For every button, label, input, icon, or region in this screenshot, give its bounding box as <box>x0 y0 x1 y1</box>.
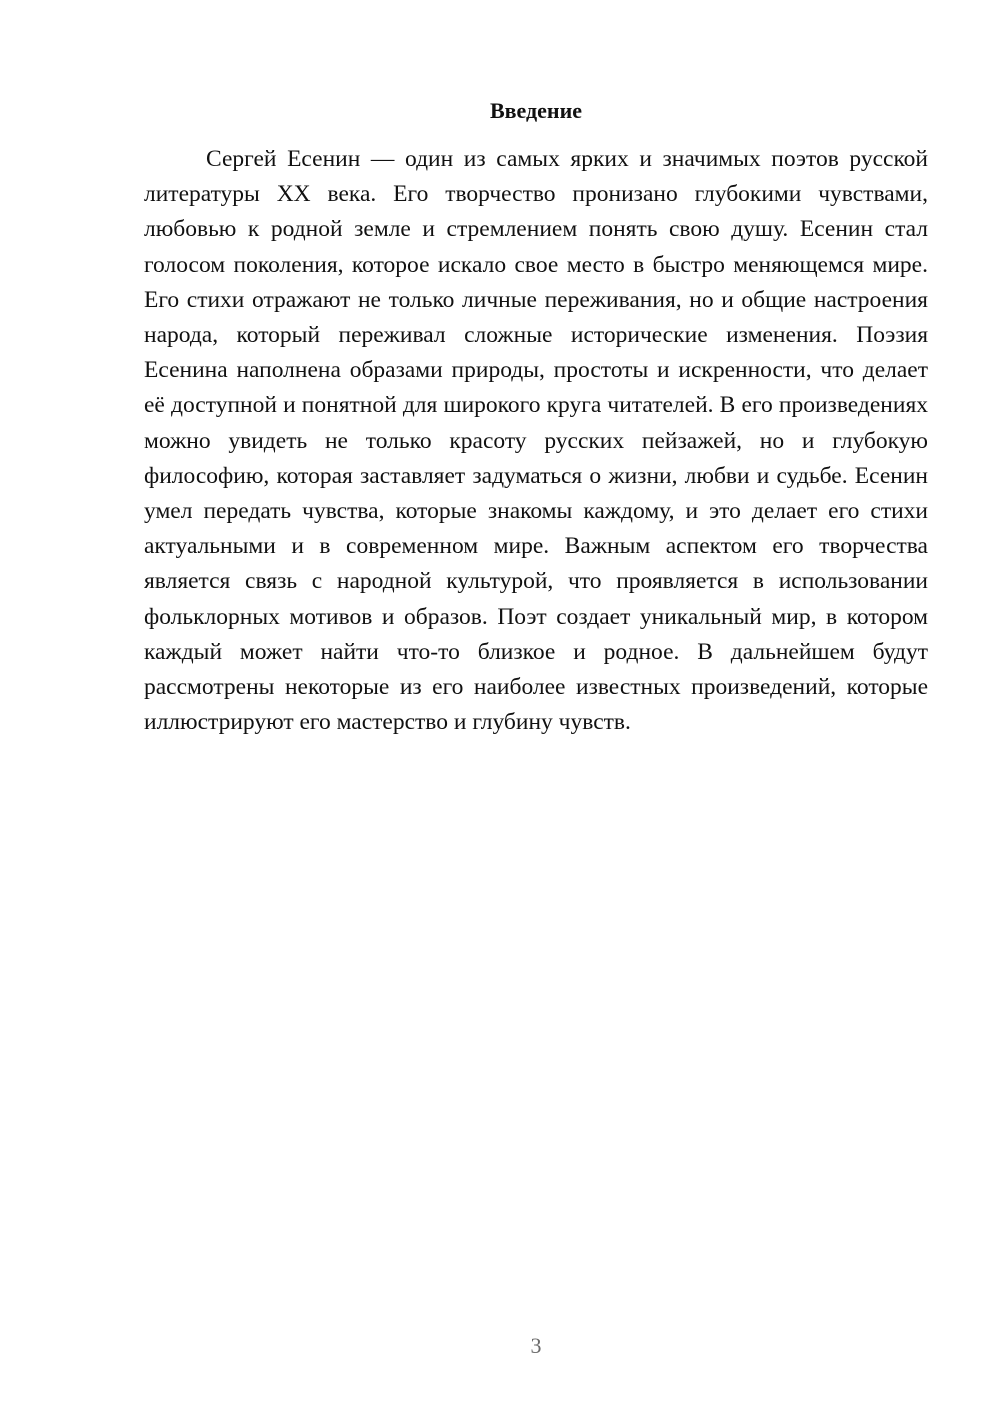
page-number: 3 <box>530 1333 542 1358</box>
body-paragraph: Сергей Есенин — один из самых ярких и значимых поэтов русской литературы XX века. Его творчество пронизано глубокими чувствами, любовью к родной земле и стремлением понять свою душу. Есенин стал голосом поколения, которое искало свое место в быстро меняющемся мире. Его стихи отражают не только личные переживания, но и общие настроения народа, который переживал сложные исторические изменения. Поэзия Есенина наполнена образами природы, простоты и искренности, что делает её доступной и понятной для широкого круга читателей. В его произведениях можно увидеть не только красоту русских пейзажей, но и глубокую философию, которая заставляет задуматься о жизни, любви и судьбе. Есенин умел передать чувства, которые знакомы каждому, и это делает его стихи актуальными и в современном мире. Важным аспектом его творчества является связь с народной культурой, что проявляется в использовании фольклорных мотивов и образов. Поэт создает уникальный мир, в котором каждый может найти что-то близкое и родное. В дальнейшем будут рассмотрены некоторые из его наиболее известных произведений, которые иллюстрируют его мастерство и глубину чувств. <box>144 146 928 736</box>
section-heading: Введение <box>489 98 583 123</box>
